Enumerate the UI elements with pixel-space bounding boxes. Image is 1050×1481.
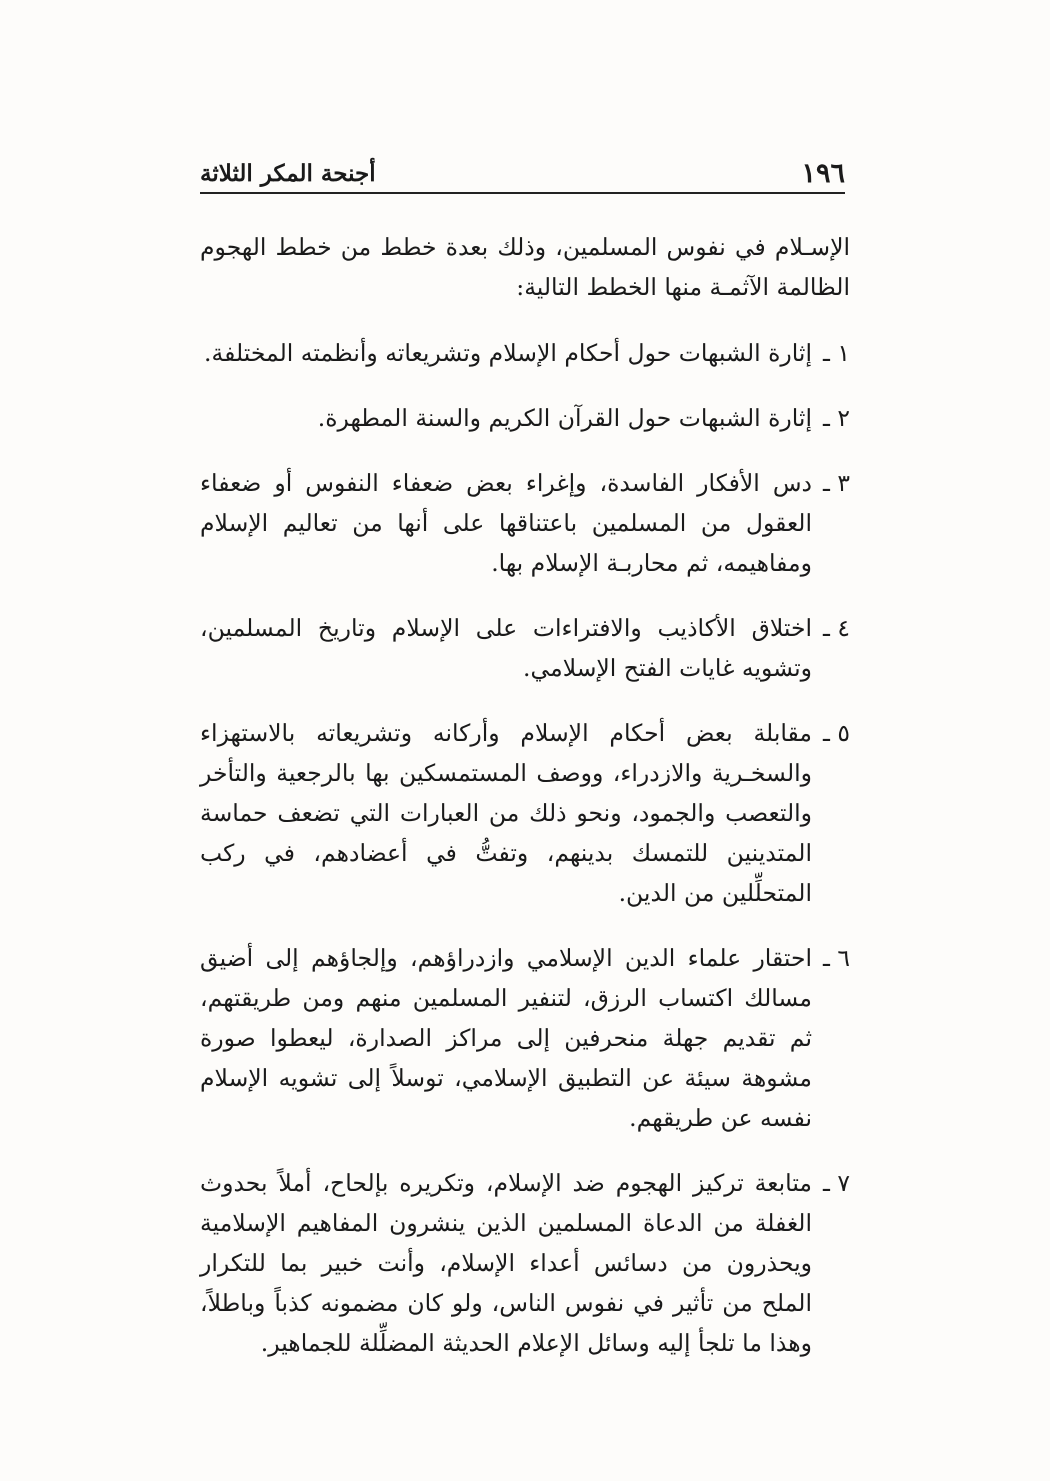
page-body (200, 227, 850, 1388)
list-item-3 (200, 463, 850, 583)
list-item-1 (200, 333, 850, 373)
intro-paragraph: الإسـلام في نفوس المسلمين، وذلك بعدة خطط من خطط الهجوم الظالمة الآثمـة منها الخطط التالية: (200, 233, 850, 301)
page-number: ١٩٦ (801, 158, 845, 189)
list-item-2 (200, 398, 850, 438)
list-item-4 (200, 608, 850, 688)
item-number: ١ ـ (823, 339, 850, 367)
item-text: اختلاق الأكاذيب والافتراءات على الإسلام وتاريخ المسلمين، وتشويه غايات الفتح الإسلامي. (200, 614, 812, 682)
item-number: ٥ ـ (823, 719, 850, 747)
running-title: أجنحة المكر الثلاثة (200, 160, 376, 187)
item-number: ٣ ـ (823, 469, 850, 497)
list-item-5 (200, 713, 850, 913)
item-text: احتقار علماء الدين الإسلامي وازدراؤهم، وإلجاؤهم إلى أضيق مسالك اكتساب الرزق، لتنفير المسلمين منهم ومن طريقتهم، ثم تقديم جهلة منحرفين إلى مراكز الصدارة، ليعطوا صورة مشوهة سيئة عن التطبيق الإسلامي، توسلاً إلى تشويه الإسلام نفسه عن طريقهم. (200, 944, 812, 1132)
list-item-7 (200, 1163, 850, 1363)
item-text: مقابلة بعض أحكام الإسلام وأركانه وتشريعاته بالاستهزاء والسخـرية والازدراء، ووصف المستمسكين بها بالرجعية والتأخر والتعصب والجمود، ونحو ذلك من العبارات التي تضعف حماسة المتدينين للتمسك بدينهم، وتفتُّ في أعضادهم، في ركب المتحلِّلين من الدين. (200, 719, 812, 907)
page-header (200, 156, 845, 194)
item-number: ٢ ـ (823, 404, 850, 432)
list-item-6 (200, 938, 850, 1138)
item-text: إثارة الشبهات حول القرآن الكريم والسنة المطهرة. (317, 404, 812, 432)
item-text: دس الأفكار الفاسدة، وإغراء بعض ضعفاء النفوس أو ضعفاء العقول من المسلمين باعتناقها على أنها من تعاليم الإسلام ومفاهيمه، ثم محاربـة الإسلام بها. (200, 469, 812, 577)
item-number: ٤ ـ (823, 614, 850, 642)
item-number: ٦ ـ (823, 944, 850, 972)
item-number: ٧ ـ (823, 1169, 850, 1197)
item-text: إثارة الشبهات حول أحكام الإسلام وتشريعاته وأنظمته المختلفة. (204, 339, 812, 367)
item-text: متابعة تركيز الهجوم ضد الإسلام، وتكريره بإلحاح، أملاً بحدوث الغفلة من الدعاة المسلمين الذين ينشرون المفاهيم الإسلامية ويحذرون من دسائس أعداء الإسلام، وأنت خبير بما للتكرار الملح من تأثير في نفوس الناس، ولو كان مضمونه كذباً وباطلاً، وهذا ما تلجأ إليه وسائل الإعلام الحديثة المضلِّلة للجماهير. (200, 1169, 812, 1357)
